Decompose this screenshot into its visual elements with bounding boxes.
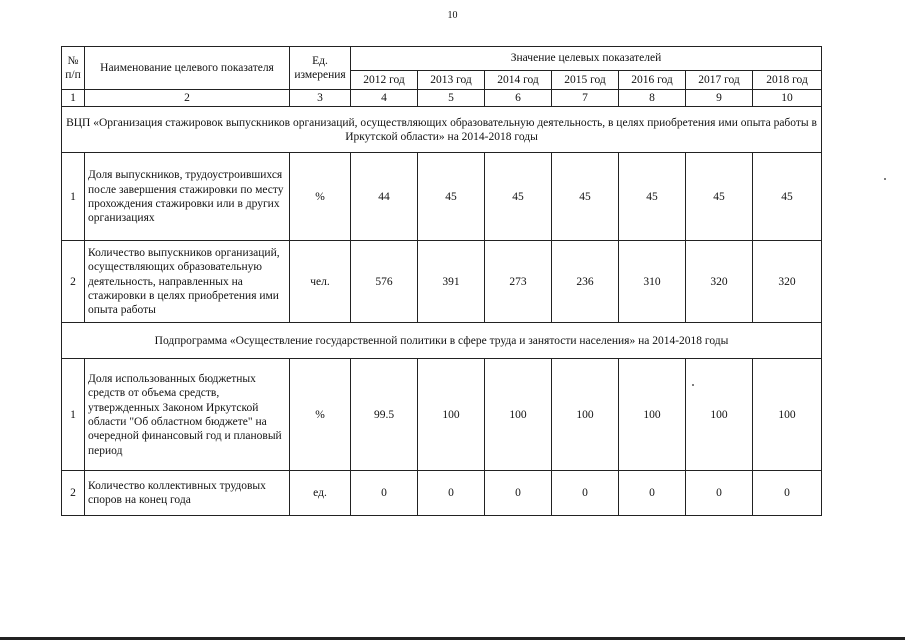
row-num: 2 bbox=[62, 241, 85, 323]
value-cell: 576 bbox=[351, 241, 418, 323]
indicator-name: Количество выпускников организаций, осуществляющих образовательную деятельность, направленных на стажировки в целях приобретения ими опыта работы bbox=[85, 241, 290, 323]
header-num: № п/п bbox=[62, 47, 85, 90]
indicator-name: Количество коллективных трудовых споров на конец года bbox=[85, 471, 290, 516]
column-number: 7 bbox=[552, 90, 619, 107]
value-cell: 45 bbox=[686, 153, 753, 241]
value-cell: 99.5 bbox=[351, 359, 418, 471]
value-cell: 273 bbox=[485, 241, 552, 323]
value-cell: 45 bbox=[619, 153, 686, 241]
indicator-name: Доля использованных бюджетных средств от объема средств, утвержденных Законом Иркутской области "Об областном бюджете" на очередной финансовый год и плановый период bbox=[85, 359, 290, 471]
section-title-row bbox=[62, 107, 822, 153]
value-cell: 0 bbox=[686, 471, 753, 516]
value-cell: 45 bbox=[552, 153, 619, 241]
column-number: 4 bbox=[351, 90, 418, 107]
header-year: 2013 год bbox=[418, 71, 485, 90]
value-cell: 100 bbox=[552, 359, 619, 471]
indicator-unit: чел. bbox=[290, 241, 351, 323]
section-title: ВЦП «Организация стажировок выпускников организаций, осуществляющих образовательную деятельность, в целях приобретения ими опыта работы в Иркутской области» на 2014-2018 годы bbox=[62, 107, 822, 153]
header-values-group: Значение целевых показателей bbox=[351, 47, 822, 71]
value-cell: 391 bbox=[418, 241, 485, 323]
value-cell: 0 bbox=[485, 471, 552, 516]
value-cell: 0 bbox=[552, 471, 619, 516]
value-cell: 100 bbox=[418, 359, 485, 471]
scan-speck bbox=[692, 384, 694, 386]
value-cell: 45 bbox=[485, 153, 552, 241]
value-cell: 236 bbox=[552, 241, 619, 323]
column-number: 10 bbox=[753, 90, 822, 107]
table-row bbox=[62, 471, 822, 516]
value-cell: 0 bbox=[619, 471, 686, 516]
header-year: 2016 год bbox=[619, 71, 686, 90]
value-cell: 320 bbox=[686, 241, 753, 323]
table-row bbox=[62, 153, 822, 241]
header-name: Наименование целевого показателя bbox=[85, 47, 290, 90]
column-numbers-row bbox=[62, 90, 822, 107]
header-unit: Ед. измерения bbox=[290, 47, 351, 90]
column-number: 1 bbox=[62, 90, 85, 107]
column-number: 2 bbox=[85, 90, 290, 107]
value-cell: 0 bbox=[351, 471, 418, 516]
column-number: 5 bbox=[418, 90, 485, 107]
column-number: 8 bbox=[619, 90, 686, 107]
header-row-1 bbox=[62, 47, 822, 71]
value-cell: 0 bbox=[753, 471, 822, 516]
value-cell: 100 bbox=[485, 359, 552, 471]
scan-speck bbox=[884, 178, 886, 180]
table-row bbox=[62, 241, 822, 323]
value-cell: 0 bbox=[418, 471, 485, 516]
value-cell: 320 bbox=[753, 241, 822, 323]
column-number: 9 bbox=[686, 90, 753, 107]
indicator-name: Доля выпускников, трудоустроившихся после завершения стажировки по месту прохождения стажировки или в других организациях bbox=[85, 153, 290, 241]
value-cell: 45 bbox=[753, 153, 822, 241]
section-title-row bbox=[62, 323, 822, 359]
indicator-unit: % bbox=[290, 153, 351, 241]
value-cell: 100 bbox=[619, 359, 686, 471]
section-title: Подпрограмма «Осуществление государственной политики в сфере труда и занятости населения» на 2014-2018 годы bbox=[62, 323, 822, 359]
column-number: 6 bbox=[485, 90, 552, 107]
row-num: 2 bbox=[62, 471, 85, 516]
indicators-table bbox=[61, 46, 822, 516]
row-num: 1 bbox=[62, 359, 85, 471]
column-number: 3 bbox=[290, 90, 351, 107]
header-year: 2017 год bbox=[686, 71, 753, 90]
value-cell: 100 bbox=[686, 359, 753, 471]
indicator-unit: ед. bbox=[290, 471, 351, 516]
header-year: 2014 год bbox=[485, 71, 552, 90]
row-num: 1 bbox=[62, 153, 85, 241]
value-cell: 100 bbox=[753, 359, 822, 471]
header-year: 2012 год bbox=[351, 71, 418, 90]
value-cell: 44 bbox=[351, 153, 418, 241]
value-cell: 45 bbox=[418, 153, 485, 241]
page-number: 10 bbox=[447, 10, 458, 21]
header-year: 2018 год bbox=[753, 71, 822, 90]
table-row bbox=[62, 359, 822, 471]
value-cell: 310 bbox=[619, 241, 686, 323]
header-year: 2015 год bbox=[552, 71, 619, 90]
indicator-unit: % bbox=[290, 359, 351, 471]
